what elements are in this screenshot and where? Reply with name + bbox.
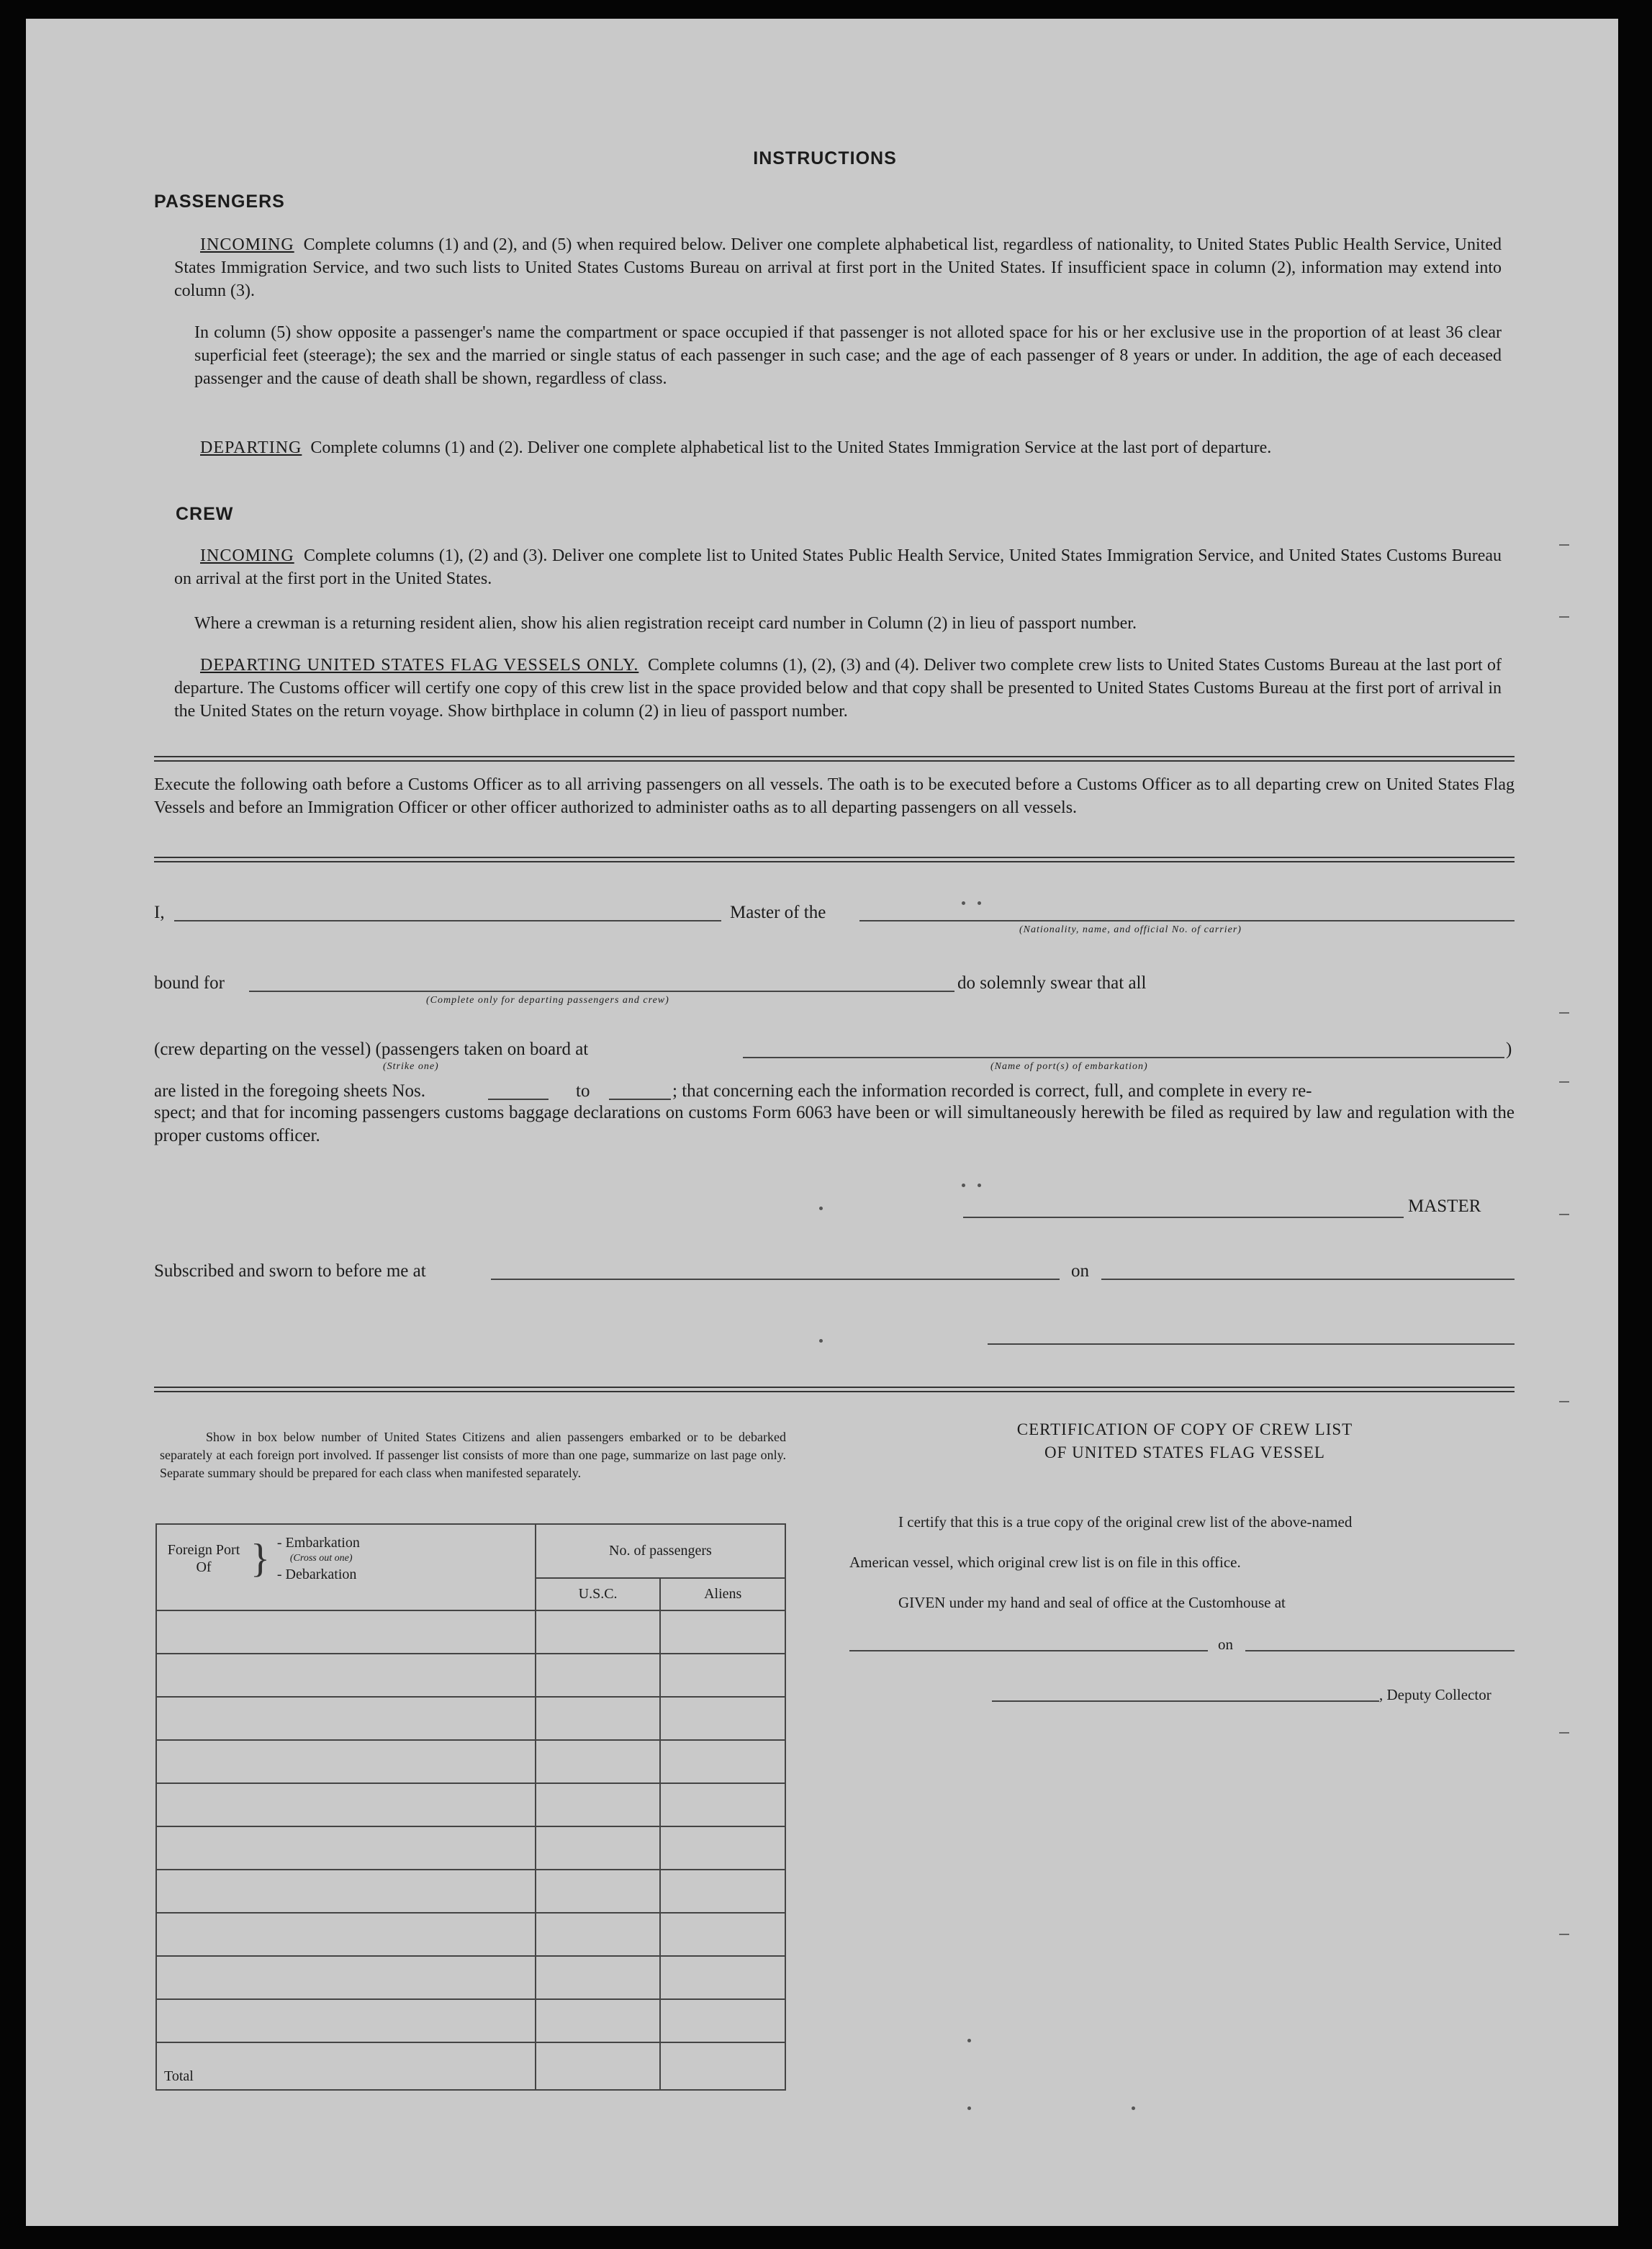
foreign-port-of-label: Foreign Port Of xyxy=(167,1542,240,1575)
usc-cell[interactable] xyxy=(536,1654,661,1697)
crew-departing-text: Complete columns (1), (2), (3) and (4). Deliver two complete crew lists to United States Customs Bureau at the last port of departure. The Customs officer will certify one copy of this crew list in the space provided below and that copy shall be presented to United States Customs Bureau at the first port of arrival in the United States on the return voyage. Show birthplace in column (2) in lieu of passport number. xyxy=(174,656,1502,721)
deputy-signature-field[interactable] xyxy=(992,1700,1379,1702)
table-row xyxy=(156,1740,785,1783)
crew-incoming-note: Where a crewman is a returning resident alien, show his alien registration receipt card number in Column (2) in lieu of passport number. xyxy=(194,614,1137,633)
usc-cell[interactable] xyxy=(536,1740,661,1783)
customhouse-field[interactable] xyxy=(849,1650,1208,1651)
port-cell[interactable] xyxy=(156,1956,536,1999)
certification-on-label: on xyxy=(1218,1636,1233,1653)
oath-intro: Execute the following oath before a Customs Officer as to all arriving passengers on all vessels. The oath is to be executed before a Customs Officer as to all departing crew on United States Flag Vessels and before an Immigration Officer or other officer authorized to administer oaths as to all departing passengers on all vessels. xyxy=(154,775,1515,817)
crew-departing-paragraph xyxy=(174,654,1502,723)
passengers-incoming-text: Complete columns (1) and (2), and (5) when required below. Deliver one complete alphabetical list, regardless of nationality, to United States Public Health Service, United States Immigration Service, and two such lists to United States Customs Bureau on arrival at first port in the United States. If insufficient space in column (2), information may extend into column (3). xyxy=(174,235,1502,300)
master-name-field[interactable] xyxy=(174,920,721,921)
scan-dash xyxy=(1559,1401,1569,1402)
table-row xyxy=(156,1654,785,1697)
bound-for-field[interactable] xyxy=(249,991,954,992)
strike-one-caption: (Strike one) xyxy=(383,1061,439,1072)
carrier-field[interactable] xyxy=(859,920,1515,921)
brace-glyph: } xyxy=(250,1536,270,1581)
divider-rule xyxy=(154,1387,1515,1388)
table-row xyxy=(156,1913,785,1956)
total-aliens-cell[interactable] xyxy=(660,2042,785,2090)
crew-incoming-text: Complete columns (1), (2) and (3). Deliver one complete list to United States Public Health Service, United States Immigration Service, and United States Customs Bureau on arrival at the first port in the United States. xyxy=(174,546,1502,588)
divider-rule xyxy=(154,760,1515,762)
debarkation-label: - Debarkation xyxy=(276,1567,357,1582)
port-cell[interactable] xyxy=(156,1999,536,2042)
scan-dash xyxy=(1559,1012,1569,1014)
table-row xyxy=(156,1956,785,1999)
certification-title-line1: CERTIFICATION OF COPY OF CREW LIST xyxy=(1016,1420,1353,1438)
usc-cell[interactable] xyxy=(536,1870,661,1913)
port-cell[interactable] xyxy=(156,1826,536,1870)
passengers-departing-label: DEPARTING xyxy=(200,438,302,457)
scan-speck xyxy=(967,2039,971,2042)
aliens-cell[interactable] xyxy=(660,1913,785,1956)
crew-incoming-label: INCOMING xyxy=(200,546,294,565)
scan-dash xyxy=(1559,1934,1569,1935)
sworn-on-label: on xyxy=(1071,1261,1089,1281)
bound-for-caption: (Complete only for departing passengers and crew) xyxy=(426,995,669,1006)
table-row xyxy=(156,1783,785,1826)
usc-cell[interactable] xyxy=(536,1610,661,1654)
deputy-collector-label: , Deputy Collector xyxy=(1379,1686,1491,1703)
port-cell[interactable] xyxy=(156,1913,536,1956)
aliens-cell[interactable] xyxy=(660,1610,785,1654)
scan-dash xyxy=(1559,1214,1569,1215)
scan-speck xyxy=(967,2106,971,2110)
spect-text: spect; and that for incoming passengers customs baggage declarations on customs Form 6063 have been or will simultaneously herewith be filed as required by law and regulation with the proper customs officer. xyxy=(154,1103,1515,1145)
passengers-incoming-label: INCOMING xyxy=(200,235,294,254)
scan-speck xyxy=(978,1184,981,1187)
port-cell[interactable] xyxy=(156,1783,536,1826)
divider-rule xyxy=(154,857,1515,858)
cross-out-caption: (Cross out one) xyxy=(289,1553,353,1564)
embarkation-label: - Embarkation xyxy=(276,1535,360,1551)
sworn-date-field[interactable] xyxy=(1101,1279,1515,1280)
embarkation-port-field[interactable] xyxy=(743,1057,1504,1058)
scan-dash xyxy=(1559,616,1569,618)
port-cell[interactable] xyxy=(156,1870,536,1913)
carrier-caption: (Nationality, name, and official No. of carrier) xyxy=(1019,924,1242,935)
scan-speck xyxy=(962,901,965,905)
usc-header: U.S.C. xyxy=(536,1578,661,1610)
scan-dash xyxy=(1559,544,1569,546)
passengers-heading: PASSENGERS xyxy=(154,191,285,212)
table-row xyxy=(156,1610,785,1654)
usc-cell[interactable] xyxy=(536,1697,661,1740)
certification-title-line2: OF UNITED STATES FLAG VESSEL xyxy=(1044,1443,1325,1461)
oath-i-label: I, xyxy=(154,903,165,922)
scan-speck xyxy=(1132,2106,1135,2110)
master-label: MASTER xyxy=(1408,1196,1481,1216)
port-cell[interactable] xyxy=(156,1610,536,1654)
instructions-title: INSTRUCTIONS xyxy=(753,148,897,168)
sheet-from-field[interactable] xyxy=(488,1099,549,1100)
divider-rule xyxy=(154,1391,1515,1392)
crew-departing-label: DEPARTING UNITED STATES FLAG VESSELS ONLY. xyxy=(200,656,639,675)
summary-note: Show in box below number of United States Citizens and alien passengers embarked or to be debarked separately at each foreign port involved. If passenger list consists of more than one page, summarize on last page only. Separate summary should be prepared for each class when manifested separately. xyxy=(160,1430,786,1480)
scan-dash xyxy=(1559,1081,1569,1083)
usc-cell[interactable] xyxy=(536,1913,661,1956)
passenger-summary-table xyxy=(155,1523,786,2091)
passengers-departing-text: Complete columns (1) and (2). Deliver one complete alphabetical list to the United States Immigration Service at the last port of departure. xyxy=(310,438,1272,457)
passengers-departing-paragraph xyxy=(174,436,1502,459)
divider-rule xyxy=(154,861,1515,862)
port-caption: (Name of port(s) of embarkation) xyxy=(990,1061,1148,1072)
port-cell[interactable] xyxy=(156,1654,536,1697)
no-passengers-header: No. of passengers xyxy=(536,1524,785,1578)
sheet-to-field[interactable] xyxy=(609,1099,671,1100)
sworn-location-field[interactable] xyxy=(491,1279,1060,1280)
total-label: Total xyxy=(156,2042,536,2090)
master-of-the-label: Master of the xyxy=(730,903,826,922)
total-row xyxy=(156,2042,785,2090)
bound-for-label: bound for xyxy=(154,973,225,993)
total-usc-cell[interactable] xyxy=(536,2042,661,2090)
usc-cell[interactable] xyxy=(536,1956,661,1999)
sheets-prefix: are listed in the foregoing sheets Nos. xyxy=(154,1081,425,1101)
passengers-column5-paragraph: In column (5) show opposite a passenger's name the compartment or space occupied if that passenger is not alloted space for his or her exclusive use in the proportion of at least 36 clear superficial feet (steerage); the sex and the married or single status of each passenger in such case; and the age of each passenger of 8 years or under. In addition, the age of each deceased passenger and the cause of death shall be shown, regardless of class. xyxy=(194,323,1502,388)
american-vessel-text: American vessel, which original crew list is on file in this office. xyxy=(849,1554,1241,1571)
aliens-cell[interactable] xyxy=(660,1870,785,1913)
aliens-header: Aliens xyxy=(660,1578,785,1610)
passengers-incoming-paragraph xyxy=(174,233,1502,302)
scan-speck xyxy=(962,1184,965,1187)
scan-dash xyxy=(1559,1732,1569,1734)
table-header-row xyxy=(156,1524,785,1578)
crew-heading: CREW xyxy=(176,504,234,524)
divider-rule xyxy=(154,756,1515,757)
close-paren: ) xyxy=(1506,1040,1512,1059)
aliens-cell[interactable] xyxy=(660,1783,785,1826)
usc-cell[interactable] xyxy=(536,1999,661,2042)
master-signature-field[interactable] xyxy=(963,1217,1404,1218)
table-row xyxy=(156,1999,785,2042)
crew-incoming-paragraph xyxy=(174,544,1502,590)
crew-passengers-text: (crew departing on the vessel) (passengers taken on board at xyxy=(154,1040,589,1059)
aliens-cell[interactable] xyxy=(660,1654,785,1697)
aliens-cell[interactable] xyxy=(660,1697,785,1740)
certification-date-field[interactable] xyxy=(1245,1650,1515,1651)
port-header-cell xyxy=(156,1524,536,1610)
aliens-cell[interactable] xyxy=(660,1956,785,1999)
usc-cell[interactable] xyxy=(536,1826,661,1870)
aliens-cell[interactable] xyxy=(660,1826,785,1870)
given-text: GIVEN under my hand and seal of office at the Customhouse at xyxy=(898,1594,1286,1611)
aliens-cell[interactable] xyxy=(660,1740,785,1783)
port-cell[interactable] xyxy=(156,1697,536,1740)
port-cell[interactable] xyxy=(156,1740,536,1783)
certification-title xyxy=(861,1418,1509,1464)
aliens-cell[interactable] xyxy=(660,1999,785,2042)
swear-text: do solemnly swear that all xyxy=(957,973,1147,993)
scan-speck xyxy=(819,1339,823,1343)
form-page xyxy=(26,19,1618,2226)
table-row xyxy=(156,1870,785,1913)
officer-signature-field[interactable] xyxy=(988,1343,1515,1345)
table-row xyxy=(156,1697,785,1740)
scan-speck xyxy=(978,901,981,905)
certify-text: I certify that this is a true copy of the original crew list of the above-named xyxy=(898,1513,1353,1531)
usc-cell[interactable] xyxy=(536,1783,661,1826)
sheets-to-label: to xyxy=(576,1081,590,1101)
table-row xyxy=(156,1826,785,1870)
subscribed-label: Subscribed and sworn to before me at xyxy=(154,1261,426,1281)
scan-speck xyxy=(819,1207,823,1210)
sheets-suffix: ; that concerning each the information recorded is correct, full, and complete in every re- xyxy=(672,1081,1312,1101)
